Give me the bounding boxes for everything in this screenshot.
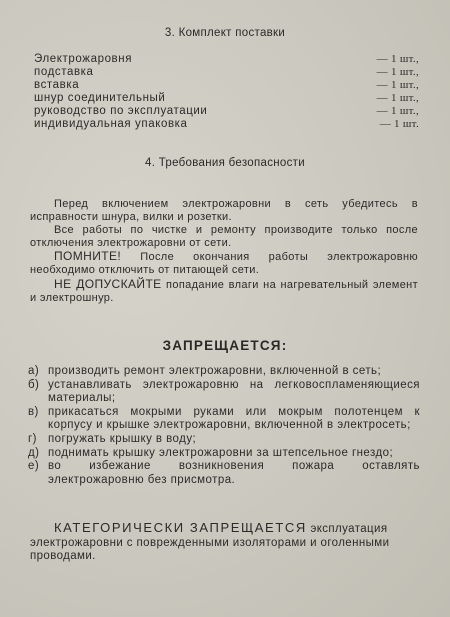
safety-text: Все работы по чистке и ремонту производите только после отключения электрожаровни от сети. — [30, 224, 418, 249]
list-item-text: производить ремонт электрожаровни, включенной в сеть; — [48, 365, 382, 377]
kit-item-name: шнур соединительный — [34, 92, 166, 104]
safety-paragraph — [30, 250, 418, 276]
list-item-text: устанавливать электрожаровню на легковоспламеняющиеся материалы; — [48, 378, 420, 405]
safety-text: После окончания работы электрожаровню необходимо отключить от питающей сети. — [30, 251, 418, 276]
kit-item-qty: — 1 шт., — [376, 79, 419, 91]
do-not-allow-label: НЕ ДОПУСКАЙТЕ — [54, 277, 162, 291]
list-marker: а) — [28, 365, 40, 377]
section-3-title: 3. Комплект поставки — [164, 27, 286, 39]
list-marker: е) — [28, 460, 40, 473]
kit-item-name: индивидуальная упаковка — [34, 118, 188, 130]
section-4-title: 4. Требования безопасности — [145, 157, 305, 169]
final-warning-text: эксплуатация электрожаровни с поврежденными изоляторами и оголенными проводами. — [30, 523, 390, 563]
list-item — [28, 447, 420, 461]
kit-item-qty: — 1 шт., — [376, 66, 419, 78]
delivery-kit-list — [34, 53, 419, 131]
final-warning — [30, 521, 420, 564]
list-item-text: поднимать крышку электрожаровни за штепсельное гнездо; — [48, 446, 394, 459]
kit-item — [34, 92, 419, 105]
kit-item — [34, 66, 419, 79]
kit-item — [34, 53, 419, 66]
list-marker: д) — [28, 446, 40, 459]
kit-item-name: вставка — [34, 79, 80, 91]
kit-item-qty: — 1 шт., — [376, 92, 419, 104]
kit-item-qty: — 1 шт., — [376, 53, 419, 65]
kit-item-qty: — 1 шт. — [379, 118, 419, 130]
kit-item — [34, 105, 419, 118]
safety-paragraph — [30, 198, 418, 223]
list-item — [28, 433, 420, 447]
kit-item-name: руководство по эксплуатации — [34, 105, 208, 117]
kit-item — [34, 79, 419, 92]
list-marker: б) — [28, 378, 40, 391]
kit-item-name: подставка — [34, 66, 94, 78]
kit-item-qty: — 1 шт., — [376, 105, 419, 117]
safety-paragraph — [30, 278, 418, 304]
forbidden-title: ЗАПРЕЩАЕТСЯ: — [162, 338, 288, 353]
remember-label: ПОМНИТЕ! — [54, 249, 122, 263]
list-item — [28, 460, 420, 487]
list-item — [28, 379, 420, 406]
list-item — [28, 406, 420, 433]
list-item-text: во избежание возникновения пожара оставлять электрожаровню без присмотра. — [48, 460, 420, 486]
safety-paragraph — [30, 224, 418, 249]
list-item-text: погружать крышку в воду; — [48, 432, 197, 445]
safety-text: попадание влаги на нагревательный элемент и электрошнур. — [30, 279, 418, 304]
categorically-forbidden-label: КАТЕГОРИЧЕСКИ ЗАПРЕЩАЕТСЯ — [54, 520, 307, 535]
forbidden-list — [28, 365, 420, 487]
list-item-text: прикасаться мокрыми руками или мокрым полотенцем к корпусу и крышке электрожаровни, включенной в электросеть; — [48, 405, 420, 432]
kit-item-name: Электрожаровня — [34, 53, 133, 65]
list-item — [28, 365, 420, 379]
kit-item — [34, 118, 419, 131]
safety-text: Перед включением электрожаровни в сеть убедитесь в исправности шнура, вилки и розетки. — [30, 198, 418, 223]
list-marker: в) — [28, 405, 39, 418]
list-marker: г) — [28, 432, 37, 445]
